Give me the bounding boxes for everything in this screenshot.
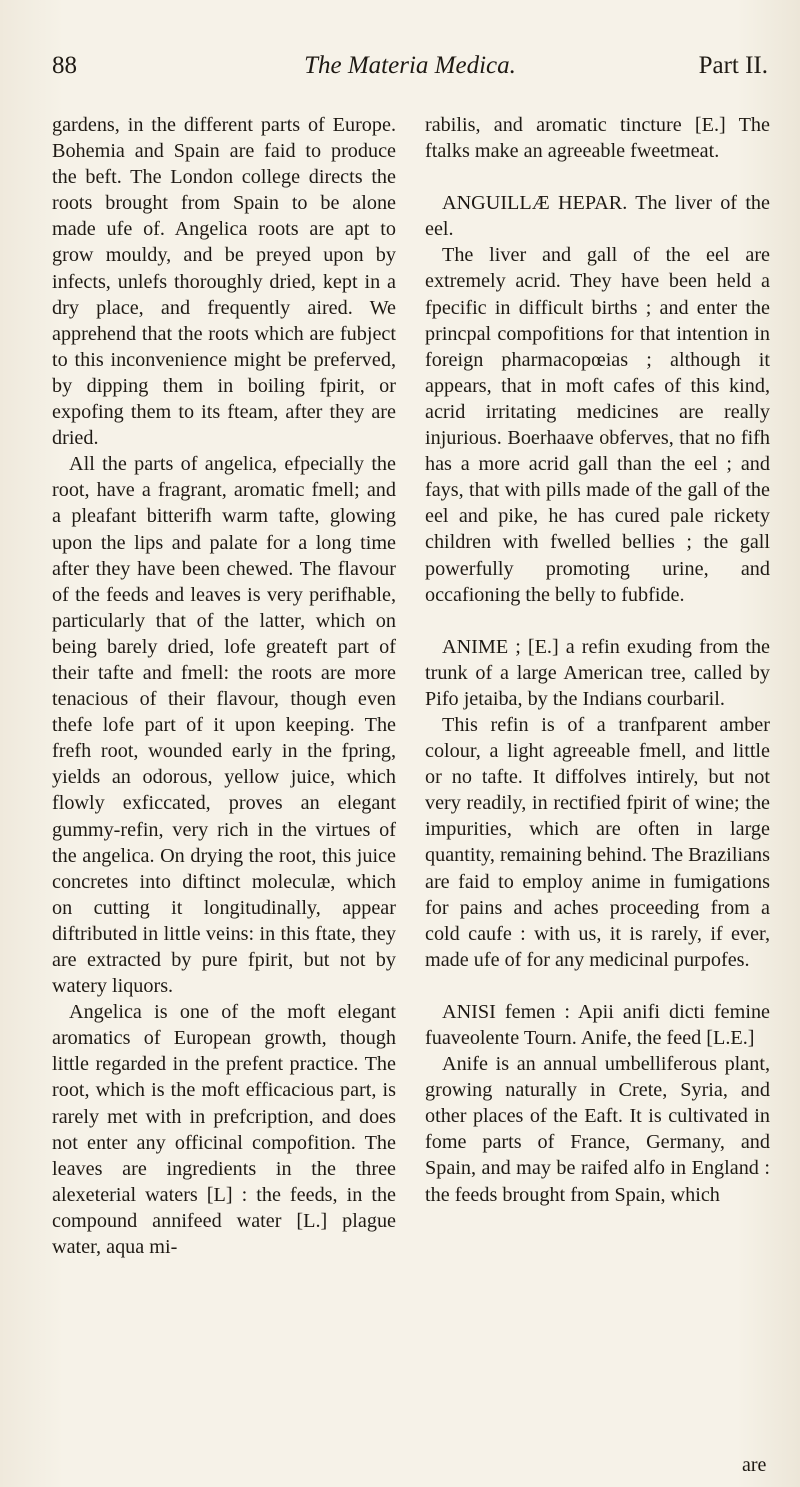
entry-heading: ANISI femen : Apii anifi dicti femine fuaveolente Tourn. Anife, the feed [L.E.] xyxy=(425,1000,770,1049)
page-number: 88 xyxy=(52,52,77,79)
paragraph: rabilis, and aromatic tincture [E.] The ftalks make an agreeable fweetmeat. xyxy=(425,114,770,163)
paragraph: Angelica is one of the moft elegant aromatics of European growth, though little regarded in the prefent practice. The root, which is the moft efficacious part, is rarely met with in prefcription, and does not enter any officinal compofition. The leaves are ingredients in the three alexeterial waters [L] : the feeds, in the compound annifeed water [L.] plague water, aqua mi- xyxy=(52,1001,396,1259)
entry-heading: ANIME ; [E.] a refin exuding from the trunk of a large American tree, called by Pifo jetaiba, by the Indians courbaril. xyxy=(425,635,770,710)
paragraph: This refin is of a tranfparent amber colour, a light agreeable fmell, and little or no tafte. It diffolves intirely, but not very readily, in rectified fpirit of wine; the impurities, which are often in large quantity, remaining behind. The Brazilians are faid to employ anime in fumigations for pains and aches proceeding from a cold caufe : with us, it is rarely, if ever, made ufe of for any medicinal purpofes. xyxy=(425,713,770,971)
running-title: The Materia Medica. xyxy=(304,52,516,79)
paragraph: The liver and gall of the eel are extremely acrid. They have been held a fpecific in difficult births ; and enter the princpal compofitions for that intention in foreign pharmacopœias ; although it appears, that in moft cafes of this kind, acrid irritating medicines are really injurious. Boerhaave obferves, that no fifh has a more acrid gall than the eel ; and fays, that with pills made of the gall of the eel and pike, he has cured pale rickety children with fwelled bellies ; the gall powerfully promoting urine, and occafioning the belly to fubfide. xyxy=(425,244,770,606)
catchword: are xyxy=(742,1454,767,1476)
running-header xyxy=(52,52,768,86)
paragraph: gardens, in the different parts of Europe. Bohemia and Spain are faid to produce the beft. The London college directs the roots brought from Spain to be alone made ufe of. Angelica roots are apt to grow mouldy, and be preyed upon by infects, unlefs thoroughly dried, kept in a dry place, and frequently aired. We apprehend that the roots which are fubject to this inconvenience might be preferved, by dipping them in boiling fpirit, or expofing them to its fteam, after they are dried. xyxy=(52,114,396,450)
paragraph: Anife is an annual umbelliferous plant, growing naturally in Crete, Syria, and other places of the Eaft. It is cultivated in fome parts of France, Germany, and Spain, and may be raifed alfo in England : the feeds brought from Spain, which xyxy=(425,1053,770,1206)
part-label: Part II. xyxy=(698,52,768,79)
left-column xyxy=(52,112,396,1260)
paragraph: All the parts of angelica, efpecially the root, have a fragrant, aromatic fmell; and a pleafant bitterifh warm tafte, glowing upon the lips and palate for a long time after they have been chewed. The flavour of the feeds and leaves is very perifhable, particularly that of the latter, which on being barely dried, lofe greateft part of their tafte and fmell: the roots are more tenacious of their flavour, though even thefe lofe part of it upon keeping. The frefh root, wounded early in the fpring, yields an odorous, yellow juice, which flowly exficcated, proves an elegant gummy-refin, very rich in the virtues of the angelica. On drying the root, this juice concretes into diftinct moleculæ, which on cutting it longitudinally, appear diftributed in little veins: in this ftate, they are extracted by pure fpirit, but not by watery liquors. xyxy=(52,453,396,998)
entry-heading: ANGUILLÆ HEPAR. The liver of the eel. xyxy=(425,192,770,241)
right-column xyxy=(425,112,770,1208)
